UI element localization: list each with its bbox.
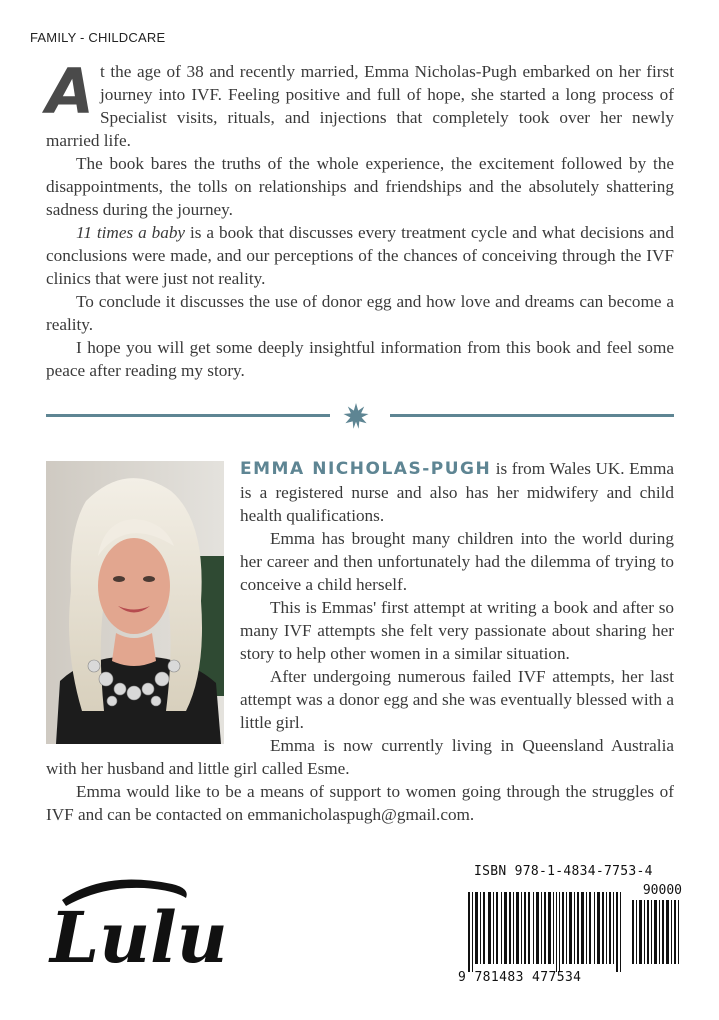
category-label: FAMILY - CHILDCARE: [30, 30, 166, 45]
author-bio: [46, 457, 674, 826]
bio-paragraph: After undergoing numerous failed IVF attempts, her last attempt was a donor egg and she was eventually blessed with a little girl.: [240, 667, 674, 732]
book-title: 11 times a baby: [76, 223, 186, 242]
bio-paragraph: Emma has brought many children into the world during her career and then unfortunately had the dilemma of trying to conceive a child herself.: [240, 529, 674, 594]
bio-paragraph: Emma would like to be a means of support to women going through the struggles of IVF and can be contacted on emmanicholaspugh@gmail.com.: [46, 782, 674, 824]
bio-paragraph: Emma is now currently living in Queensland Australia with her husband and little girl called Esme.: [46, 736, 674, 778]
bio-paragraph: EMMA NICHOLAS-PUGH is from Wales UK. Emma is a registered nurse and also has her midwifery and child health qualifications.: [240, 459, 674, 525]
lulu-logo: [44, 872, 228, 979]
blurb-paragraph: 11 times a baby is a book that discusses every treatment cycle and what decisions and conclusions were made, and our perceptions of the chances of conceiving through the IVF clinics that were just not reality.: [46, 223, 674, 288]
starburst-icon: [343, 403, 369, 429]
section-divider: [46, 405, 674, 427]
blurb-paragraph: At the age of 38 and recently married, Emma Nicholas-Pugh embarked on her first journey into IVF. Feeling positive and full of hope, she started a long process of Specialist visits, rituals, and injections that completely took over her newly married life.: [46, 55, 674, 150]
divider-line: [390, 414, 674, 417]
divider-line: [46, 414, 330, 417]
isbn-barcode: [456, 860, 684, 990]
blurb-paragraph: I hope you will get some deeply insightful information from this book and feel some peace after reading my story.: [46, 338, 674, 380]
blurb-paragraph: The book bares the truths of the whole experience, the excitement followed by the disappointments, the tolls on relationships and friendships and the absolutely shattering sadness during the journey.: [46, 154, 674, 219]
bio-paragraph: This is Emmas' first attempt at writing a book and after so many IVF attempts she felt very passionate about sharing her story to help other women in a similar situation.: [240, 598, 674, 663]
drop-cap: A: [46, 55, 94, 128]
price-code: 90000: [642, 883, 682, 898]
svg-text:Lulu: Lulu: [50, 896, 228, 979]
book-blurb: [46, 55, 674, 382]
ean-digits: 9 781483 477534: [458, 970, 582, 985]
author-name: EMMA NICHOLAS-PUGH: [240, 459, 492, 479]
blurb-paragraph: To conclude it discusses the use of donor egg and how love and dreams can become a reality.: [46, 292, 674, 334]
barcode-bars: [466, 884, 684, 970]
isbn-number: ISBN 978-1-4834-7753-4: [474, 864, 653, 879]
